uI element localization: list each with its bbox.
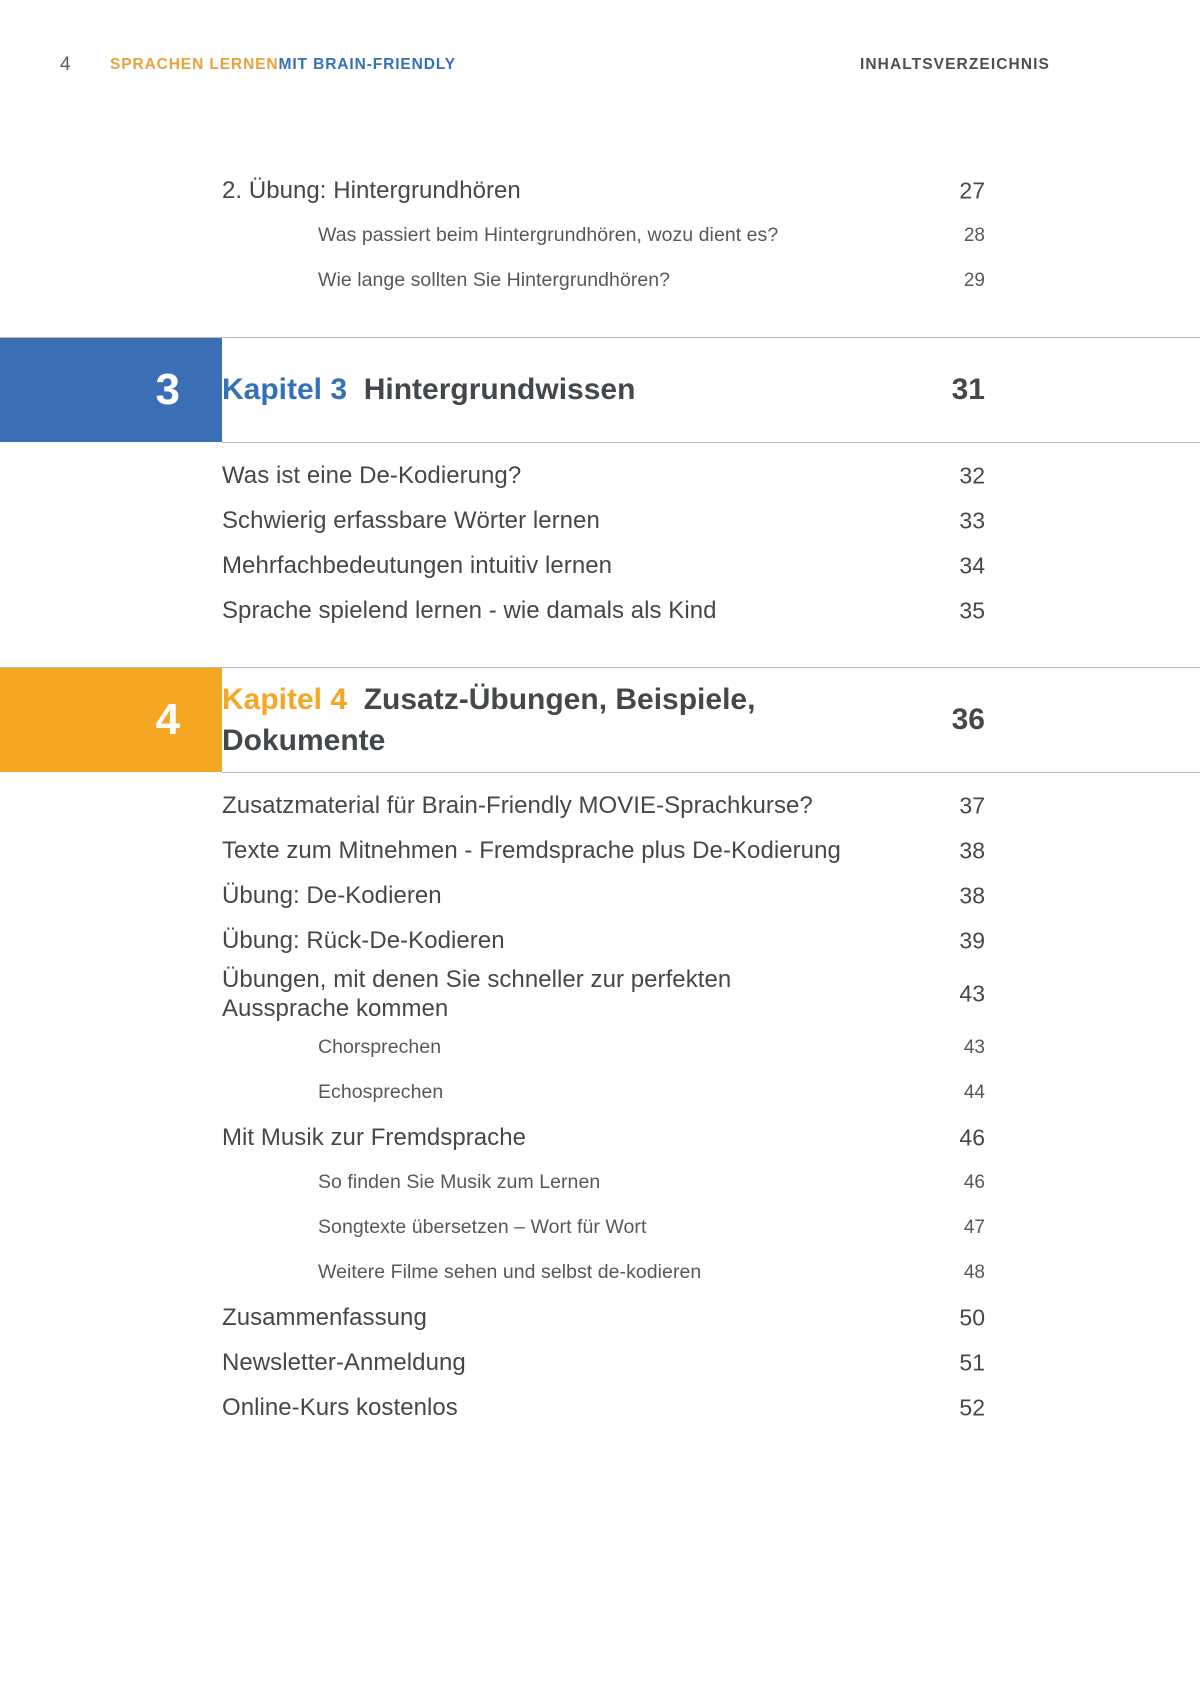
chapter-page: 36 (951, 703, 985, 736)
toc-entry-page: 39 (959, 927, 985, 953)
chapter-title-line (222, 369, 635, 410)
toc-entry-label: Mehrfachbedeutungen intuitiv lernen (222, 551, 613, 579)
table-of-contents (0, 168, 1200, 1430)
toc-entry-label: Online-Kurs kostenlos (222, 1393, 458, 1421)
toc-entry[interactable] (0, 498, 1200, 543)
toc-entry-page: 52 (959, 1394, 985, 1420)
spacer (0, 443, 1200, 453)
toc-entry[interactable] (0, 258, 1200, 303)
toc-entry-label: Songtexte übersetzen – Wort für Wort (318, 1215, 647, 1238)
toc-entry-label: 2. Übung: Hintergrundhören (222, 176, 521, 204)
brand-lockup (110, 56, 456, 74)
toc-entry-label: Zusatzmaterial für Brain-Friendly MOVIE-Sprachkurse? (222, 791, 813, 819)
toc-entry-label: Übung: De-Kodieren (222, 881, 442, 909)
toc-entry-page: 32 (959, 462, 985, 488)
toc-entry-label: Was passiert beim Hintergrundhören, wozu dient es? (318, 223, 779, 246)
toc-entry-page: 34 (959, 552, 985, 578)
toc-entry-page: 43 (963, 1036, 985, 1058)
chapter-name: Hintergrundwissen (363, 373, 636, 407)
chapter-kicker: Kapitel 4 (222, 682, 348, 716)
toc-entry-page: 33 (959, 507, 985, 533)
chapter-name: Zusatz-Übungen, Beispiele, Dokumente (222, 682, 756, 757)
spacer (0, 773, 1200, 783)
toc-entry[interactable] (0, 1115, 1200, 1160)
toc-entry[interactable] (0, 783, 1200, 828)
chapter-number-block (0, 668, 222, 772)
toc-entry[interactable] (0, 1340, 1200, 1385)
chapter-kicker: Kapitel 3 (222, 373, 348, 407)
toc-entry-label: Newsletter-Anmeldung (222, 1348, 466, 1376)
toc-entry-page: 48 (963, 1261, 985, 1283)
chapter-page: 31 (951, 373, 985, 406)
toc-entry-page: 35 (959, 597, 985, 623)
toc-entry-page: 46 (959, 1124, 985, 1150)
toc-entry[interactable] (0, 1385, 1200, 1430)
chapter-heading (222, 338, 1200, 442)
toc-entry-label: Schwierig erfassbare Wörter lernen (222, 506, 600, 534)
toc-entry-label: Echosprechen (318, 1080, 444, 1103)
toc-entry-page: 38 (959, 882, 985, 908)
brand-primary-text: SPRACHEN LERNEN (110, 56, 279, 73)
toc-entry-label: Übungen, mit denen Sie schneller zur perfekten Aussprache kommen (222, 965, 732, 1022)
toc-entry[interactable] (0, 1250, 1200, 1295)
toc-entry[interactable] (0, 963, 1200, 1025)
section-title: INHALTSVERZEICHNIS (859, 56, 1050, 73)
toc-entry-page: 50 (959, 1304, 985, 1330)
toc-entry-page: 47 (963, 1216, 985, 1238)
running-head (0, 52, 1200, 82)
toc-entry-label: Chorsprechen (318, 1035, 442, 1058)
toc-entry[interactable] (0, 828, 1200, 873)
toc-entry[interactable] (0, 168, 1200, 213)
toc-entry[interactable] (0, 543, 1200, 588)
toc-entry-page: 37 (959, 792, 985, 818)
chapter-band-4[interactable] (0, 668, 1200, 772)
toc-entry-label: Übung: Rück-De-Kodieren (222, 926, 505, 954)
toc-entry[interactable] (0, 1160, 1200, 1205)
toc-entry[interactable] (0, 1205, 1200, 1250)
chapter-rule-bottom (222, 772, 1200, 773)
toc-entry[interactable] (0, 588, 1200, 633)
page-folio: 4 (60, 54, 71, 75)
toc-entry-label: Weitere Filme sehen und selbst de-kodieren (318, 1260, 702, 1283)
toc-entry[interactable] (0, 1070, 1200, 1115)
toc-entry-label: So finden Sie Musik zum Lernen (318, 1170, 601, 1193)
toc-entry[interactable] (0, 213, 1200, 258)
chapter-number: 3 (155, 365, 180, 414)
chapter-rule-bottom (222, 442, 1200, 443)
toc-entry-page: 28 (963, 224, 985, 246)
toc-entry-label: Wie lange sollten Sie Hintergrundhören? (318, 268, 671, 291)
toc-entry-label: Was ist eine De-Kodierung? (222, 461, 522, 489)
chapter-heading (222, 668, 1200, 772)
toc-entry-label: Zusammenfassung (222, 1303, 427, 1331)
chapter-number-block (0, 338, 222, 442)
chapter-title-line (222, 679, 822, 762)
toc-entry-page: 51 (959, 1349, 985, 1375)
toc-entry-label: Sprache spielend lernen - wie damals als Kind (222, 596, 717, 624)
toc-entry[interactable] (0, 873, 1200, 918)
toc-entry-page: 44 (963, 1081, 985, 1103)
chapter-band-3[interactable] (0, 338, 1200, 442)
toc-entry-page: 38 (959, 837, 985, 863)
spacer (0, 633, 1200, 667)
toc-entry[interactable] (0, 918, 1200, 963)
toc-entry-page: 29 (963, 269, 985, 291)
toc-entry-page: 46 (963, 1171, 985, 1193)
toc-entry[interactable] (0, 1025, 1200, 1070)
chapter-number: 4 (155, 695, 180, 744)
toc-entry[interactable] (0, 1295, 1200, 1340)
toc-entry-label: Texte zum Mitnehmen - Fremdsprache plus De-Kodierung (222, 836, 841, 864)
toc-entry[interactable] (0, 453, 1200, 498)
spacer (0, 303, 1200, 337)
brand-secondary-text: MIT BRAIN-FRIENDLY (278, 56, 457, 73)
toc-entry-label: Mit Musik zur Fremdsprache (222, 1123, 527, 1151)
toc-entry-page: 27 (959, 177, 985, 203)
toc-entry-page: 43 (959, 980, 985, 1007)
